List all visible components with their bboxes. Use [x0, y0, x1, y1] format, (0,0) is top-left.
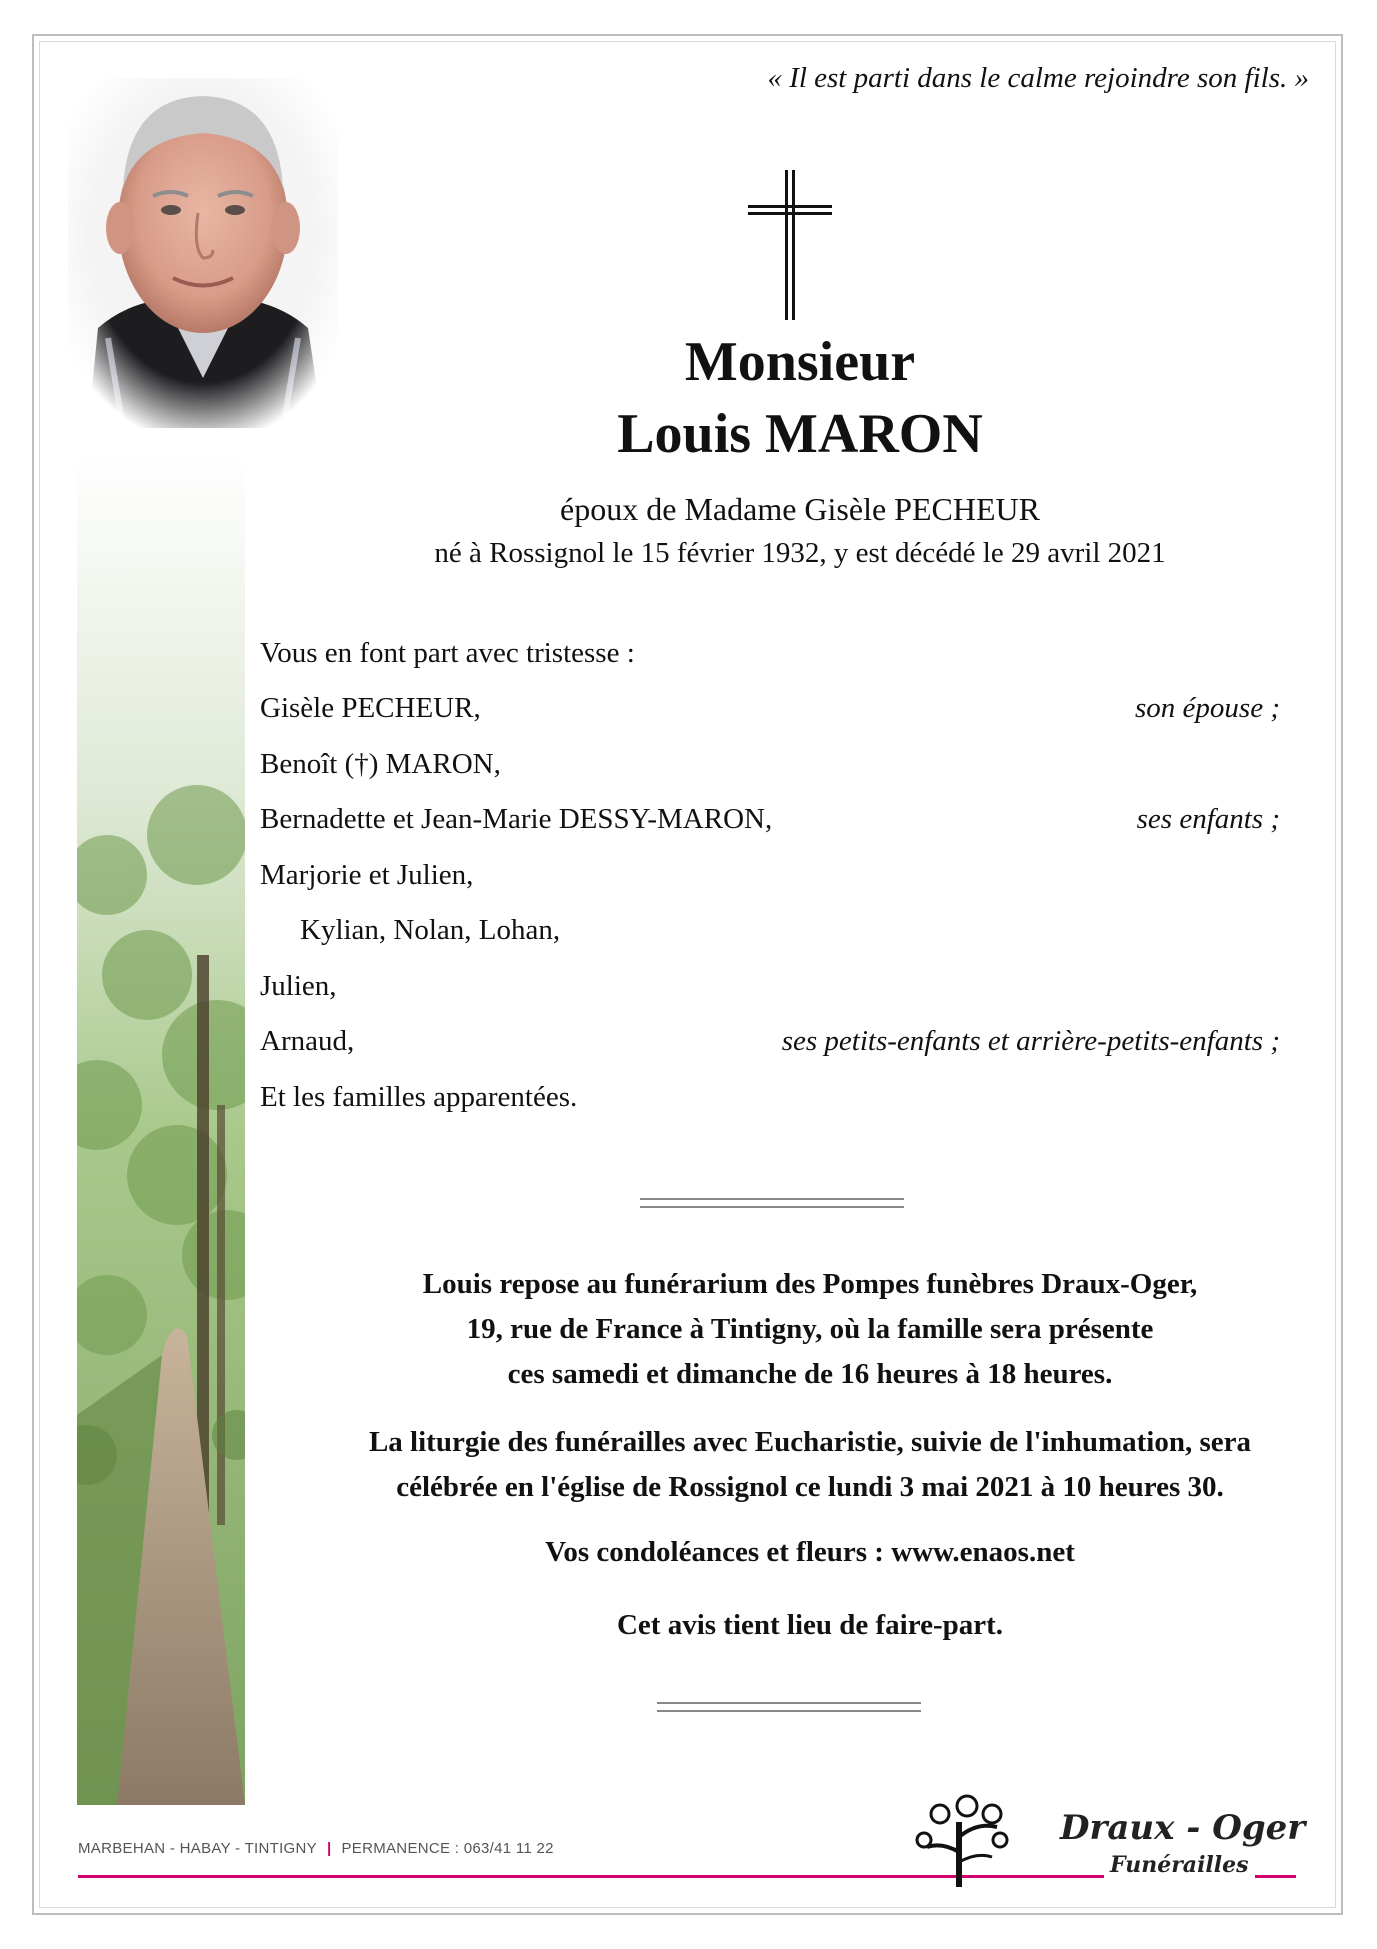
spouse-line: époux de Madame Gisèle PECHEUR: [560, 491, 1040, 527]
family-role: ses enfants ;: [1136, 803, 1280, 835]
liturgy-info: [280, 1420, 1340, 1510]
footer-separator: |: [326, 1840, 332, 1857]
family-name: Gisèle PECHEUR,: [260, 692, 481, 724]
family-name: Julien,: [260, 970, 337, 1002]
condolences-line: Vos condoléances et fleurs : www.enaos.net: [545, 1536, 1075, 1568]
deceased-name: Louis MARON: [617, 403, 983, 465]
divider: [657, 1702, 921, 1712]
family-name: Kylian, Nolan, Lohan,: [300, 914, 561, 946]
family-name: Et les familles apparentées.: [260, 1081, 578, 1113]
family-role: ses petits-enfants et arrière-petits-enfants ;: [781, 1025, 1280, 1057]
liturgy-line: La liturgie des funérailles avec Eucharistie, suivie de l'inhumation, sera: [368, 1426, 1252, 1458]
brand-name: Draux - Oger: [1060, 1808, 1306, 1848]
visitation-line: Louis repose au funérarium des Pompes funèbres Draux-Oger,: [422, 1268, 1198, 1300]
family-name: Marjorie et Julien,: [260, 859, 474, 891]
list-item: [260, 1025, 1280, 1065]
list-item: [260, 970, 1280, 1010]
divider: [640, 1198, 904, 1208]
liturgy-line: célébrée en l'église de Rossignol ce lundi 3 mai 2021 à 10 heures 30.: [396, 1471, 1224, 1503]
footer-permanence: PERMANENCE : 063/41 11 22: [341, 1840, 554, 1857]
portrait-photo: [68, 78, 338, 428]
visitation-line: 19, rue de France à Tintigny, où la famille sera présente: [466, 1313, 1154, 1345]
visitation-info: [280, 1262, 1340, 1397]
list-item: [260, 1081, 1280, 1121]
list-item: [260, 859, 1280, 899]
cross-icon: [748, 170, 832, 320]
footer-locations: MARBEHAN - HABAY - TINTIGNY: [78, 1840, 317, 1857]
title-honorific: Monsieur: [684, 331, 916, 393]
family-role: son épouse ;: [1135, 692, 1280, 724]
dates-line: né à Rossignol le 15 février 1932, y est décédé le 29 avril 2021: [434, 537, 1166, 569]
notice-line: Cet avis tient lieu de faire-part.: [616, 1609, 1004, 1641]
family-name: Benoît (†) MARON,: [260, 748, 501, 780]
list-item: [260, 803, 1280, 843]
family-name: Arnaud,: [260, 1025, 355, 1057]
list-item: [260, 692, 1280, 732]
list-item: [260, 748, 1280, 788]
family-name: Bernadette et Jean-Marie DESSY-MARON,: [260, 803, 773, 835]
brand-subtitle: Funérailles: [1104, 1852, 1255, 1878]
footer-contact: [78, 1840, 554, 1857]
tree-logo-icon: [912, 1792, 1012, 1892]
quote: « Il est parti dans le calme rejoindre son fils. »: [767, 62, 1309, 94]
forest-path-image: [77, 455, 245, 1805]
list-item: [260, 914, 1280, 954]
visitation-line: ces samedi et dimanche de 16 heures à 18 heures.: [507, 1358, 1113, 1390]
family-intro: Vous en font part avec tristesse :: [260, 637, 635, 669]
